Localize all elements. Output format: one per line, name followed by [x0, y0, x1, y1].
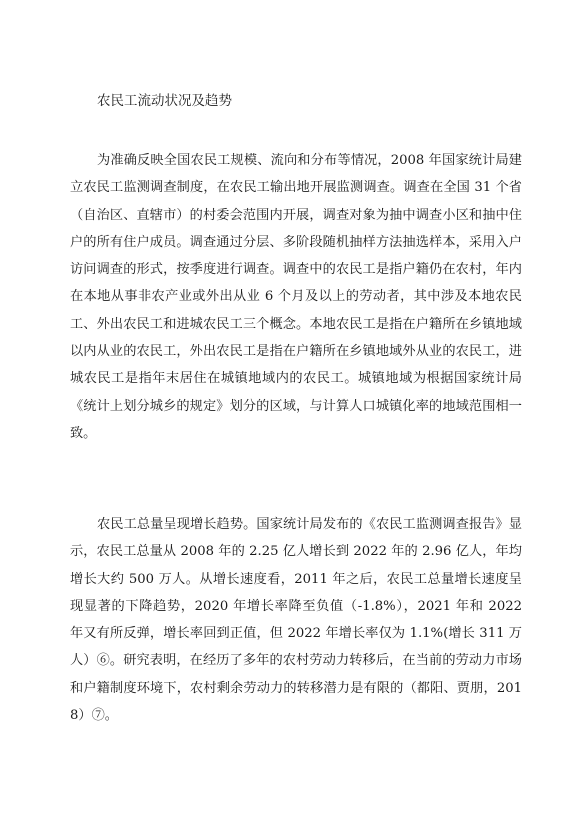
section-heading: 农民工流动状况及趋势: [97, 93, 232, 109]
paragraph-survey-method: 为准确反映全国农民工规模、流向和分布等情况，2008 年国家统计局建立农民工监测调查制度，在农民工输出地开展监测调查。调查在全国 31 个省（自治区、直辖市）的村委会范围内开展，调查对象为抽中调查小区和抽中住户的所有住户成员。调查通过分层、多阶段随机抽样方法抽选样本，采用入户访问调查的形式，按季度进行调查。调查中的农民工是指户籍仍在农村，年内在本地从事非农产业或外出从业 6 个月及以上的劳动者，其中涉及本地农民工、外出农民工和进城农民工三个概念。本地农民工是指在户籍所在乡镇地域以内从业的农民工，外出农民工是指在户籍所在乡镇地域外从业的农民工，进城农民工是指年末居住在城镇地域内的农民工。城镇地域为根据国家统计局《统计上划分城乡的规定》划分的区域，与计算人口城镇化率的地域范围相一致。: [70, 153, 522, 441]
paragraph-migrant-trend: 农民工总量呈现增长趋势。国家统计局发布的《农民工监测调查报告》显示，农民工总量从 2008 年的 2.25 亿人增长到 2022 年的 2.96 亿人，年均增长大约 500 万人。从增长速度看，2011 年之后，农民工总量增长速度呈现显著的下降趋势，2020 年增长率降至负值（-1.8%），2021 年和 2022 年又有所反弹，增长率回到正值，但 2022 年增长率仅为 1.1%(增长 311 万人）⑥。研究表明，在经历了多年的农村劳动力转移后，在当前的劳动力市场和户籍制度环境下，农村剩余劳动力的转移潜力是有限的（都阳、贾朋，2018）⑦。: [70, 517, 522, 724]
